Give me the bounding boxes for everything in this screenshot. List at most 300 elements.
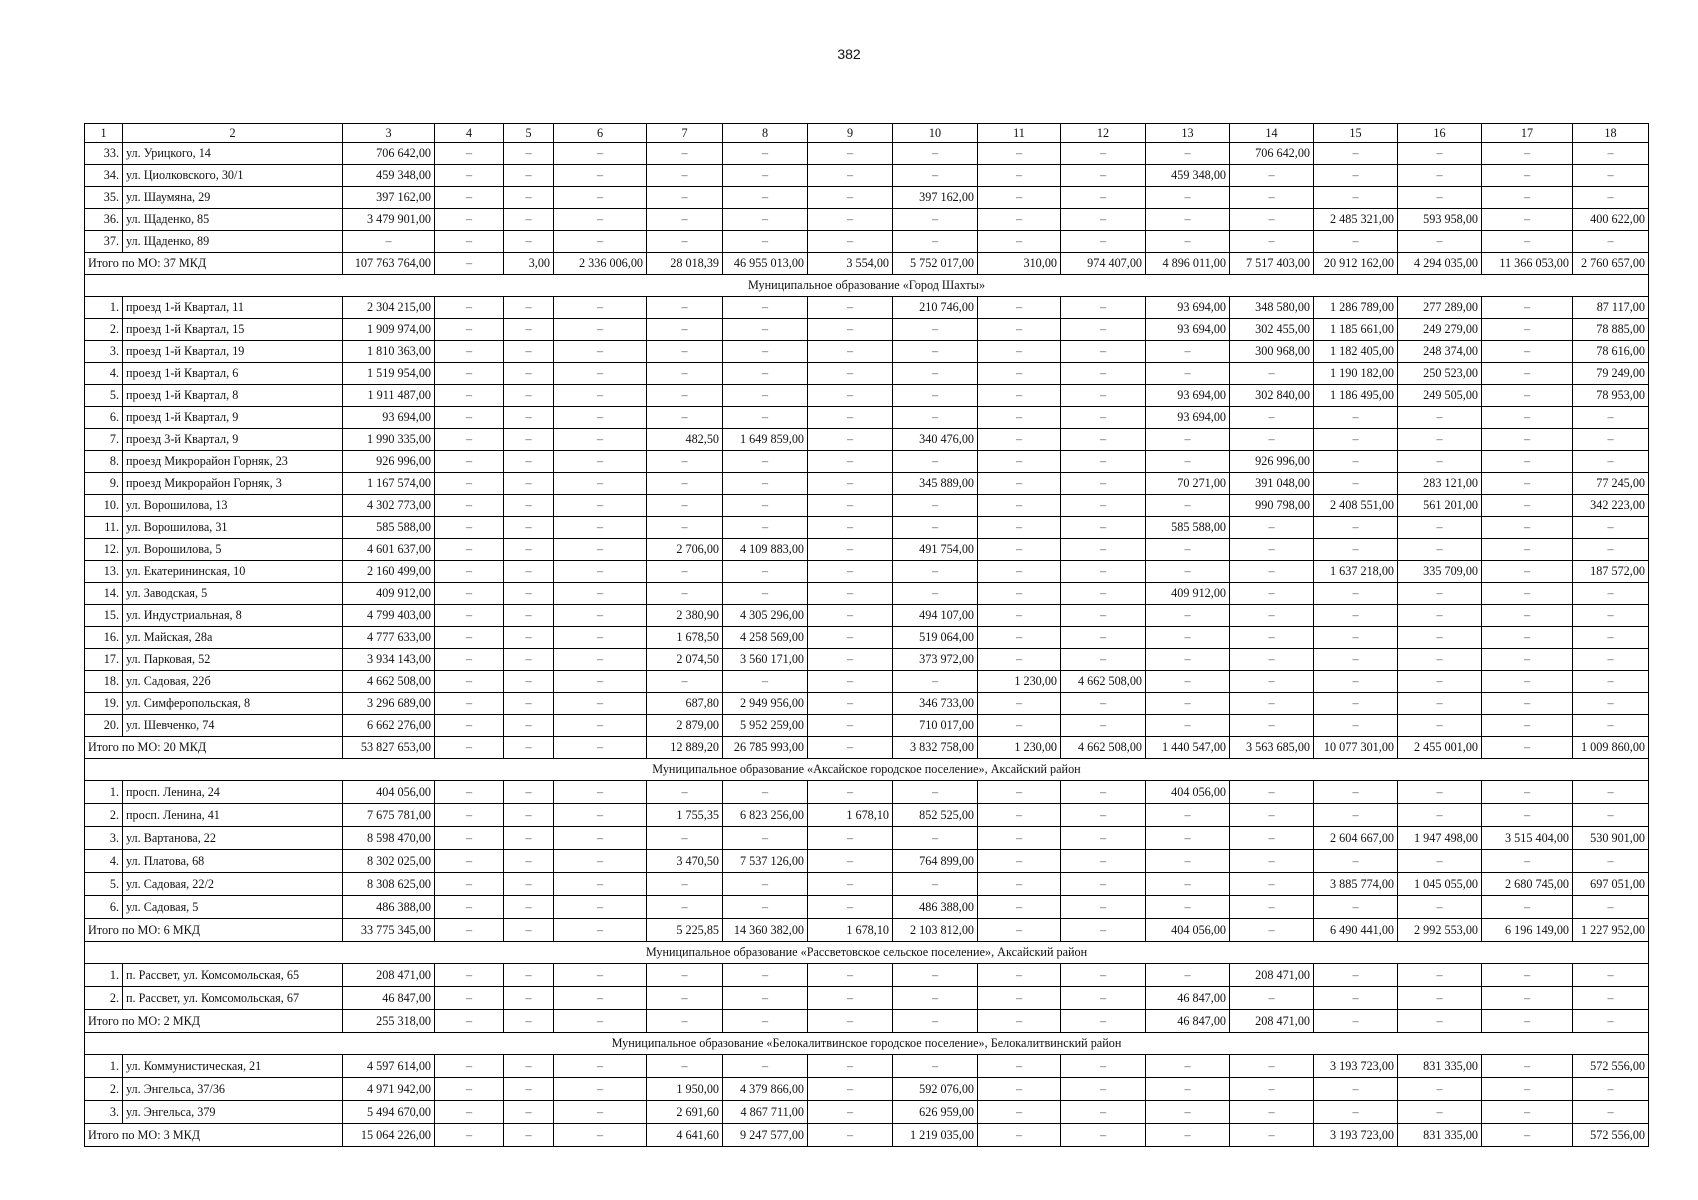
total-value-cell: – bbox=[435, 737, 504, 759]
value-cell: 93 694,00 bbox=[1146, 297, 1230, 319]
total-value-cell: 404 056,00 bbox=[1146, 919, 1230, 942]
row-number: 16. bbox=[85, 627, 123, 649]
table-row bbox=[85, 964, 1649, 987]
value-cell: 4 305 296,00 bbox=[723, 605, 808, 627]
value-cell: – bbox=[808, 715, 893, 737]
value-cell: – bbox=[647, 517, 723, 539]
address-cell: ул. Садовая, 22/2 bbox=[123, 873, 343, 896]
value-cell: 1 286 789,00 bbox=[1314, 297, 1398, 319]
value-cell: – bbox=[554, 209, 647, 231]
column-number: 16 bbox=[1398, 124, 1482, 143]
value-cell: 208 471,00 bbox=[343, 964, 435, 987]
value-cell: 2 380,90 bbox=[647, 605, 723, 627]
value-cell: 530 901,00 bbox=[1573, 827, 1649, 850]
value-cell: – bbox=[1573, 987, 1649, 1010]
total-label: Итого по МО: 20 МКД bbox=[85, 737, 343, 759]
value-cell: – bbox=[1230, 671, 1314, 693]
value-cell: 1 190 182,00 bbox=[1314, 363, 1398, 385]
address-cell: проезд Микрорайон Горняк, 23 bbox=[123, 451, 343, 473]
value-cell: – bbox=[978, 627, 1061, 649]
value-cell: – bbox=[723, 896, 808, 919]
row-number: 1. bbox=[85, 781, 123, 804]
value-cell: – bbox=[893, 583, 978, 605]
value-cell: – bbox=[1573, 781, 1649, 804]
value-cell: – bbox=[1061, 407, 1146, 429]
value-cell: – bbox=[1061, 1078, 1146, 1101]
value-cell: – bbox=[723, 187, 808, 209]
value-cell: – bbox=[1230, 539, 1314, 561]
table-row bbox=[85, 804, 1649, 827]
table-row bbox=[85, 987, 1649, 1010]
value-cell: – bbox=[1482, 804, 1573, 827]
value-cell: – bbox=[435, 473, 504, 495]
value-cell: 626 959,00 bbox=[893, 1101, 978, 1124]
value-cell: – bbox=[1314, 715, 1398, 737]
value-cell: – bbox=[554, 297, 647, 319]
value-cell: – bbox=[1314, 539, 1398, 561]
value-cell: – bbox=[647, 781, 723, 804]
value-cell: – bbox=[1230, 1101, 1314, 1124]
value-cell: 78 885,00 bbox=[1573, 319, 1649, 341]
total-value-cell: 14 360 382,00 bbox=[723, 919, 808, 942]
value-cell: – bbox=[1230, 407, 1314, 429]
value-cell: 4 258 569,00 bbox=[723, 627, 808, 649]
value-cell: – bbox=[1482, 231, 1573, 253]
value-cell: – bbox=[723, 143, 808, 165]
value-cell: – bbox=[808, 143, 893, 165]
column-number: 2 bbox=[123, 124, 343, 143]
value-cell: – bbox=[647, 671, 723, 693]
value-cell: 482,50 bbox=[647, 429, 723, 451]
value-cell: – bbox=[1146, 429, 1230, 451]
value-cell: – bbox=[1061, 1055, 1146, 1078]
value-cell: 5 494 670,00 bbox=[343, 1101, 435, 1124]
value-cell: – bbox=[1482, 987, 1573, 1010]
total-value-cell: 11 366 053,00 bbox=[1482, 253, 1573, 275]
value-cell: – bbox=[978, 209, 1061, 231]
total-value-cell: – bbox=[504, 1124, 554, 1147]
value-cell: 79 249,00 bbox=[1573, 363, 1649, 385]
total-value-cell: – bbox=[504, 919, 554, 942]
value-cell: – bbox=[435, 715, 504, 737]
table-row bbox=[85, 781, 1649, 804]
address-cell: ул. Платова, 68 bbox=[123, 850, 343, 873]
value-cell: – bbox=[647, 964, 723, 987]
total-value-cell: 1 230,00 bbox=[978, 737, 1061, 759]
value-cell: – bbox=[1482, 187, 1573, 209]
value-cell: – bbox=[504, 165, 554, 187]
value-cell: – bbox=[1482, 693, 1573, 715]
row-number: 17. bbox=[85, 649, 123, 671]
value-cell: – bbox=[435, 187, 504, 209]
value-cell: – bbox=[1061, 583, 1146, 605]
value-cell: – bbox=[1398, 539, 1482, 561]
value-cell: – bbox=[1146, 873, 1230, 896]
value-cell: – bbox=[723, 671, 808, 693]
value-cell: – bbox=[978, 341, 1061, 363]
value-cell: – bbox=[1146, 561, 1230, 583]
total-row bbox=[85, 919, 1649, 942]
value-cell: – bbox=[1573, 715, 1649, 737]
value-cell: 300 968,00 bbox=[1230, 341, 1314, 363]
value-cell: – bbox=[554, 363, 647, 385]
value-cell: – bbox=[1061, 850, 1146, 873]
value-cell: – bbox=[808, 873, 893, 896]
total-value-cell: 5 752 017,00 bbox=[893, 253, 978, 275]
value-cell: – bbox=[1061, 385, 1146, 407]
value-cell: – bbox=[554, 827, 647, 850]
value-cell: – bbox=[1482, 517, 1573, 539]
table-row bbox=[85, 649, 1649, 671]
total-row bbox=[85, 253, 1649, 275]
value-cell: – bbox=[1230, 187, 1314, 209]
value-cell: 5 952 259,00 bbox=[723, 715, 808, 737]
total-value-cell: – bbox=[1398, 1010, 1482, 1033]
address-cell: ул. Садовая, 22б bbox=[123, 671, 343, 693]
value-cell: 348 580,00 bbox=[1230, 297, 1314, 319]
value-cell: – bbox=[1061, 363, 1146, 385]
value-cell: – bbox=[554, 1055, 647, 1078]
value-cell: – bbox=[1398, 231, 1482, 253]
row-number: 7. bbox=[85, 429, 123, 451]
value-cell: 1 810 363,00 bbox=[343, 341, 435, 363]
value-cell: – bbox=[1482, 209, 1573, 231]
value-cell: – bbox=[435, 341, 504, 363]
value-cell: – bbox=[1146, 649, 1230, 671]
value-cell: – bbox=[1230, 627, 1314, 649]
total-value-cell: – bbox=[435, 1124, 504, 1147]
address-cell: ул. Ворошилова, 5 bbox=[123, 539, 343, 561]
value-cell: – bbox=[1230, 715, 1314, 737]
value-cell: 1 519 954,00 bbox=[343, 363, 435, 385]
total-value-cell: 1 440 547,00 bbox=[1146, 737, 1230, 759]
value-cell: – bbox=[1482, 319, 1573, 341]
value-cell: – bbox=[435, 451, 504, 473]
total-value-cell: 255 318,00 bbox=[343, 1010, 435, 1033]
value-cell: – bbox=[1314, 781, 1398, 804]
row-number: 12. bbox=[85, 539, 123, 561]
total-value-cell: – bbox=[435, 253, 504, 275]
value-cell: – bbox=[1230, 231, 1314, 253]
value-cell: 1 947 498,00 bbox=[1398, 827, 1482, 850]
value-cell: – bbox=[893, 363, 978, 385]
value-cell: – bbox=[893, 827, 978, 850]
address-cell: п. Рассвет, ул. Комсомольская, 65 bbox=[123, 964, 343, 987]
table-row bbox=[85, 187, 1649, 209]
value-cell: 4 109 883,00 bbox=[723, 539, 808, 561]
total-value-cell: – bbox=[435, 1010, 504, 1033]
value-cell: 8 598 470,00 bbox=[343, 827, 435, 850]
value-cell: 1 678,10 bbox=[808, 804, 893, 827]
value-cell: – bbox=[1314, 187, 1398, 209]
value-cell: – bbox=[1314, 429, 1398, 451]
value-cell: – bbox=[893, 209, 978, 231]
value-cell: – bbox=[504, 671, 554, 693]
value-cell: 1 755,35 bbox=[647, 804, 723, 827]
value-cell: – bbox=[1314, 1078, 1398, 1101]
value-cell: – bbox=[435, 649, 504, 671]
value-cell: – bbox=[1061, 804, 1146, 827]
value-cell: – bbox=[723, 319, 808, 341]
value-cell: 8 302 025,00 bbox=[343, 850, 435, 873]
total-value-cell: – bbox=[1482, 737, 1573, 759]
value-cell: – bbox=[1482, 627, 1573, 649]
value-cell: 342 223,00 bbox=[1573, 495, 1649, 517]
value-cell: – bbox=[723, 873, 808, 896]
value-cell: 2 160 499,00 bbox=[343, 561, 435, 583]
value-cell: – bbox=[1230, 873, 1314, 896]
value-cell: 277 289,00 bbox=[1398, 297, 1482, 319]
value-cell: – bbox=[1398, 896, 1482, 919]
value-cell: – bbox=[1146, 896, 1230, 919]
address-cell: проезд 1-й Квартал, 11 bbox=[123, 297, 343, 319]
total-value-cell: – bbox=[808, 1010, 893, 1033]
value-cell: 302 455,00 bbox=[1230, 319, 1314, 341]
table-row bbox=[85, 605, 1649, 627]
value-cell: 340 476,00 bbox=[893, 429, 978, 451]
value-cell: 2 879,00 bbox=[647, 715, 723, 737]
total-row bbox=[85, 1124, 1649, 1147]
value-cell: 1 167 574,00 bbox=[343, 473, 435, 495]
value-cell: – bbox=[435, 1078, 504, 1101]
value-cell: – bbox=[723, 583, 808, 605]
value-cell: – bbox=[504, 473, 554, 495]
value-cell: – bbox=[1398, 583, 1482, 605]
value-cell: – bbox=[1314, 143, 1398, 165]
value-cell: – bbox=[1230, 561, 1314, 583]
value-cell: – bbox=[504, 827, 554, 850]
value-cell: – bbox=[978, 781, 1061, 804]
value-cell: – bbox=[504, 429, 554, 451]
value-cell: – bbox=[1398, 187, 1482, 209]
value-cell: – bbox=[1146, 495, 1230, 517]
value-cell: – bbox=[978, 231, 1061, 253]
value-cell: – bbox=[554, 231, 647, 253]
column-number: 13 bbox=[1146, 124, 1230, 143]
row-number: 2. bbox=[85, 987, 123, 1010]
value-cell: – bbox=[1146, 231, 1230, 253]
value-cell: – bbox=[1314, 964, 1398, 987]
value-cell: 409 912,00 bbox=[343, 583, 435, 605]
value-cell: – bbox=[435, 583, 504, 605]
value-cell: – bbox=[504, 1078, 554, 1101]
value-cell: – bbox=[1061, 693, 1146, 715]
value-cell: – bbox=[723, 385, 808, 407]
value-cell: 4 777 633,00 bbox=[343, 627, 435, 649]
address-cell: проезд 1-й Квартал, 6 bbox=[123, 363, 343, 385]
section-row bbox=[85, 275, 1649, 297]
value-cell: 592 076,00 bbox=[893, 1078, 978, 1101]
value-cell: 46 847,00 bbox=[1146, 987, 1230, 1010]
value-cell: 335 709,00 bbox=[1398, 561, 1482, 583]
value-cell: – bbox=[978, 143, 1061, 165]
value-cell: – bbox=[1573, 627, 1649, 649]
value-cell: – bbox=[1573, 804, 1649, 827]
total-value-cell: – bbox=[1230, 1124, 1314, 1147]
value-cell: – bbox=[554, 804, 647, 827]
value-cell: – bbox=[978, 987, 1061, 1010]
value-cell: – bbox=[723, 407, 808, 429]
value-cell: 852 525,00 bbox=[893, 804, 978, 827]
value-cell: – bbox=[1061, 495, 1146, 517]
address-cell: ул. Щаденко, 85 bbox=[123, 209, 343, 231]
value-cell: – bbox=[893, 165, 978, 187]
value-cell: – bbox=[1573, 539, 1649, 561]
total-value-cell: 10 077 301,00 bbox=[1314, 737, 1398, 759]
value-cell: 70 271,00 bbox=[1146, 473, 1230, 495]
value-cell: 346 733,00 bbox=[893, 693, 978, 715]
address-cell: проезд 1-й Квартал, 19 bbox=[123, 341, 343, 363]
total-label: Итого по МО: 37 МКД bbox=[85, 253, 343, 275]
total-value-cell: – bbox=[1146, 1124, 1230, 1147]
value-cell: 248 374,00 bbox=[1398, 341, 1482, 363]
value-cell: – bbox=[504, 539, 554, 561]
value-cell: – bbox=[1314, 896, 1398, 919]
value-cell: – bbox=[808, 1078, 893, 1101]
value-cell: – bbox=[435, 827, 504, 850]
value-cell: – bbox=[978, 804, 1061, 827]
value-cell: – bbox=[1230, 850, 1314, 873]
value-cell: – bbox=[978, 715, 1061, 737]
value-cell: 494 107,00 bbox=[893, 605, 978, 627]
column-number: 9 bbox=[808, 124, 893, 143]
value-cell: – bbox=[723, 987, 808, 1010]
value-cell: – bbox=[978, 649, 1061, 671]
column-number: 17 bbox=[1482, 124, 1573, 143]
value-cell: – bbox=[435, 495, 504, 517]
value-cell: 585 588,00 bbox=[1146, 517, 1230, 539]
value-cell: 249 279,00 bbox=[1398, 319, 1482, 341]
table-row bbox=[85, 873, 1649, 896]
value-cell: 208 471,00 bbox=[1230, 964, 1314, 987]
value-cell: – bbox=[554, 341, 647, 363]
address-cell: ул. Индустриальная, 8 bbox=[123, 605, 343, 627]
total-value-cell: 1 227 952,00 bbox=[1573, 919, 1649, 942]
value-cell: – bbox=[1146, 693, 1230, 715]
value-cell: – bbox=[554, 605, 647, 627]
value-cell: – bbox=[554, 407, 647, 429]
total-value-cell: – bbox=[1314, 1010, 1398, 1033]
value-cell: – bbox=[893, 495, 978, 517]
value-cell: – bbox=[1573, 649, 1649, 671]
section-title: Муниципальное образование «Рассветовское сельское поселение», Аксайский район bbox=[85, 942, 1649, 964]
value-cell: 687,80 bbox=[647, 693, 723, 715]
value-cell: – bbox=[723, 297, 808, 319]
value-cell: – bbox=[978, 850, 1061, 873]
value-cell: 302 840,00 bbox=[1230, 385, 1314, 407]
page-number: 382 bbox=[837, 46, 861, 62]
value-cell: – bbox=[504, 451, 554, 473]
table-row bbox=[85, 363, 1649, 385]
value-cell: – bbox=[647, 473, 723, 495]
total-value-cell: 46 955 013,00 bbox=[723, 253, 808, 275]
value-cell: 250 523,00 bbox=[1398, 363, 1482, 385]
column-number: 5 bbox=[504, 124, 554, 143]
value-cell: – bbox=[554, 517, 647, 539]
value-cell: 7 675 781,00 bbox=[343, 804, 435, 827]
section-title: Муниципальное образование «Город Шахты» bbox=[85, 275, 1649, 297]
value-cell: – bbox=[554, 451, 647, 473]
value-cell: – bbox=[1482, 539, 1573, 561]
table-row bbox=[85, 385, 1649, 407]
value-cell: – bbox=[808, 539, 893, 561]
value-cell: 4 379 866,00 bbox=[723, 1078, 808, 1101]
value-cell: 1 637 218,00 bbox=[1314, 561, 1398, 583]
value-cell: – bbox=[808, 850, 893, 873]
value-cell: – bbox=[504, 209, 554, 231]
value-cell: – bbox=[554, 187, 647, 209]
table-row bbox=[85, 495, 1649, 517]
row-number: 8. bbox=[85, 451, 123, 473]
address-cell: ул. Екатерининская, 10 bbox=[123, 561, 343, 583]
value-cell: – bbox=[647, 231, 723, 253]
value-cell: 585 588,00 bbox=[343, 517, 435, 539]
value-cell: – bbox=[647, 363, 723, 385]
value-cell: – bbox=[893, 1055, 978, 1078]
table-row bbox=[85, 319, 1649, 341]
total-value-cell: – bbox=[893, 1010, 978, 1033]
value-cell: – bbox=[1314, 987, 1398, 1010]
value-cell: – bbox=[978, 385, 1061, 407]
value-cell: – bbox=[723, 495, 808, 517]
value-cell: – bbox=[1061, 517, 1146, 539]
value-cell: 486 388,00 bbox=[343, 896, 435, 919]
value-cell: – bbox=[1146, 341, 1230, 363]
value-cell: 572 556,00 bbox=[1573, 1055, 1649, 1078]
value-cell: – bbox=[978, 1078, 1061, 1101]
row-number: 3. bbox=[85, 827, 123, 850]
value-cell: – bbox=[1482, 429, 1573, 451]
value-cell: – bbox=[978, 473, 1061, 495]
value-cell: – bbox=[1573, 1078, 1649, 1101]
value-cell: – bbox=[893, 407, 978, 429]
value-cell: – bbox=[647, 319, 723, 341]
total-value-cell: 2 103 812,00 bbox=[893, 919, 978, 942]
value-cell: – bbox=[893, 385, 978, 407]
value-cell: – bbox=[435, 517, 504, 539]
value-cell: – bbox=[978, 187, 1061, 209]
value-cell: – bbox=[1398, 1078, 1482, 1101]
value-cell: – bbox=[1482, 964, 1573, 987]
section-row bbox=[85, 942, 1649, 964]
value-cell: – bbox=[978, 873, 1061, 896]
value-cell: – bbox=[1146, 451, 1230, 473]
value-cell: 3 296 689,00 bbox=[343, 693, 435, 715]
section-title: Муниципальное образование «Белокалитвинское городское поселение», Белокалитвинский район bbox=[85, 1033, 1649, 1055]
value-cell: 409 912,00 bbox=[1146, 583, 1230, 605]
value-cell: – bbox=[1482, 385, 1573, 407]
value-cell: – bbox=[978, 319, 1061, 341]
value-cell: 78 953,00 bbox=[1573, 385, 1649, 407]
value-cell: – bbox=[978, 495, 1061, 517]
value-cell: – bbox=[1146, 804, 1230, 827]
value-cell: 3 934 143,00 bbox=[343, 649, 435, 671]
value-cell: – bbox=[808, 517, 893, 539]
table-row bbox=[85, 715, 1649, 737]
table-row bbox=[85, 297, 1649, 319]
value-cell: – bbox=[978, 539, 1061, 561]
value-cell: – bbox=[978, 451, 1061, 473]
table-row bbox=[85, 209, 1649, 231]
total-row bbox=[85, 737, 1649, 759]
value-cell: – bbox=[435, 693, 504, 715]
total-value-cell: 3 193 723,00 bbox=[1314, 1124, 1398, 1147]
table-row bbox=[85, 671, 1649, 693]
value-cell: 46 847,00 bbox=[343, 987, 435, 1010]
table-row bbox=[85, 407, 1649, 429]
value-cell: – bbox=[978, 1101, 1061, 1124]
value-cell: – bbox=[1314, 649, 1398, 671]
